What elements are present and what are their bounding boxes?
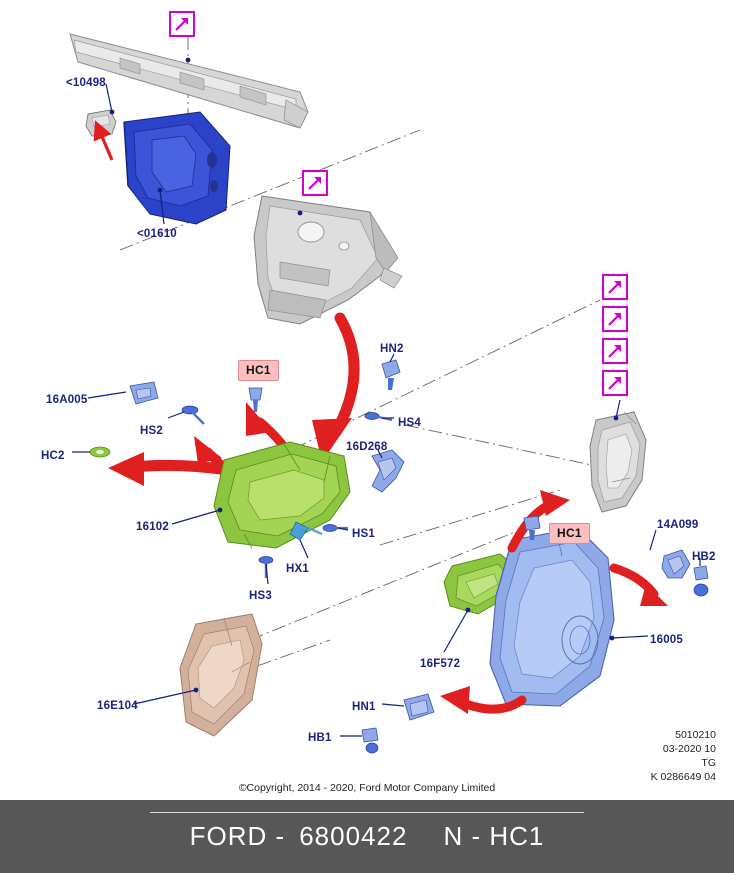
part-16D268-bracket xyxy=(372,450,404,492)
meta-code: TG xyxy=(701,757,716,769)
footer-variant: N - HC1 xyxy=(443,821,545,851)
callout-HS3: HS3 xyxy=(249,590,272,602)
fastener-HS2 xyxy=(182,406,204,424)
callout-HN1: HN1 xyxy=(352,701,376,713)
callout-16005: 16005 xyxy=(650,634,683,646)
view-arrow-r1[interactable] xyxy=(602,274,628,300)
callout-HB1: HB1 xyxy=(308,732,332,744)
callout-HC2: HC2 xyxy=(41,450,65,462)
fastener-HC2 xyxy=(90,447,110,457)
fastener-HS1 xyxy=(323,525,348,532)
drawing-meta xyxy=(651,728,716,784)
part-14A099-bracket xyxy=(662,550,690,578)
callout-16A005: 16A005 xyxy=(46,394,88,406)
meta-ref: K 0286649 04 xyxy=(650,771,716,783)
assembly-arrow-10498 xyxy=(100,132,112,160)
part-right-apron-gray xyxy=(590,412,646,512)
callout-16F572: 16F572 xyxy=(420,658,461,670)
fastener-HB2 xyxy=(694,566,708,596)
callout-HS4: HS4 xyxy=(398,417,421,429)
callout-16D268: 16D268 xyxy=(346,441,388,453)
callout-HS1: HS1 xyxy=(352,528,375,540)
part-16102-fender-liner xyxy=(214,442,350,548)
callout-10498: <10498 xyxy=(66,77,106,89)
part-16005-fender xyxy=(490,528,614,706)
fastener-16A005 xyxy=(130,382,158,404)
view-arrow-r3[interactable] xyxy=(602,338,628,364)
callout-14A099: 14A099 xyxy=(657,519,699,531)
callout-01610: <01610 xyxy=(137,228,177,240)
footer-make: FORD - xyxy=(189,821,286,851)
view-arrow-mid[interactable] xyxy=(302,170,328,196)
callout-HN2: HN2 xyxy=(380,343,404,355)
view-arrow-r4[interactable] xyxy=(602,370,628,396)
callout-16102: 16102 xyxy=(136,521,169,533)
callout-16E104: 16E104 xyxy=(97,700,138,712)
part-01610-apron-panel xyxy=(124,112,230,224)
part-dash-panel-center xyxy=(254,196,402,324)
copyright-notice: ©Copyright, 2014 - 2020, Ford Motor Company Limited xyxy=(238,782,496,794)
callout-HX1: HX1 xyxy=(286,563,309,575)
hc-tag-hc1-left[interactable]: HC1 xyxy=(238,360,279,381)
callout-HB2: HB2 xyxy=(692,551,716,563)
fastener-HN2 xyxy=(382,360,400,390)
callout-HS2: HS2 xyxy=(140,425,163,437)
view-arrow-r2[interactable] xyxy=(602,306,628,332)
view-arrow-top[interactable] xyxy=(169,11,195,37)
meta-date: 03-2020 10 xyxy=(662,743,716,755)
hc-tag-hc1-right[interactable]: HC1 xyxy=(549,523,590,544)
fastener-HN1 xyxy=(404,694,434,720)
meta-drawing-no: 5010210 xyxy=(675,729,716,741)
fastener-HS4 xyxy=(365,413,392,421)
part-16E104-panel xyxy=(180,614,262,736)
footer-part-number: 6800422 xyxy=(299,821,408,851)
footer-bar xyxy=(0,800,734,873)
fastener-HB1 xyxy=(362,728,378,753)
